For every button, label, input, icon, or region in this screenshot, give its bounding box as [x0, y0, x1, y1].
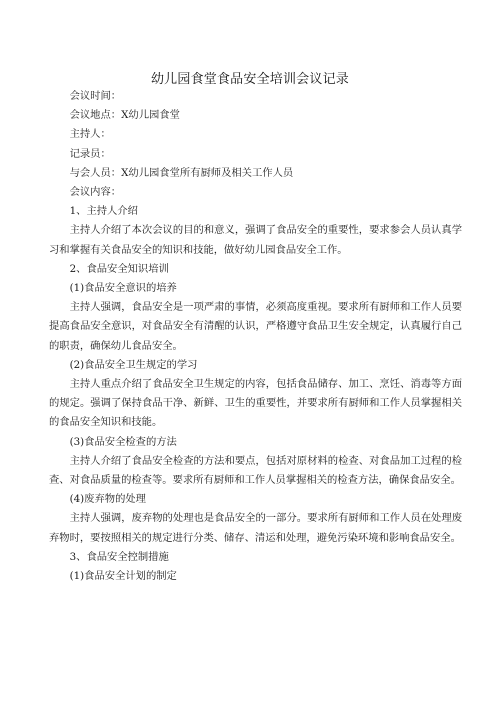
- inspection-paragraph: 主持人介绍了食品安全检查的方法和要点，包括对原材料的检查、对食品加工过程的检查、对食品质量的检查等。要求所有厨师和工作人员掌握相关的检查方法，确保食品安全。: [49, 454, 462, 487]
- subheading-inspection: (3)食品安全检查的方法: [69, 435, 177, 448]
- document-body: [49, 87, 462, 586]
- waste-paragraph: 主持人强调，废弃物的处理也是食品安全的一部分。要求所有厨师和工作人员在处理废弃物时，要按照相关的规定进行分类、储存、清运和处理，避免污染环境和影响食品安全。: [49, 512, 462, 544]
- subheading-waste: (4)废弃物的处理: [69, 493, 146, 506]
- hygiene-rules-paragraph: 主持人重点介绍了食品安全卫生规定的内容，包括食品储存、加工、烹饪、消毒等方面的规定。强调了保持食品干净、新鲜、卫生的重要性，并要求所有厨师和工作人员掌握相关的食品安全知识和技能。: [49, 378, 462, 429]
- section-heading-host-intro: 1、主持人介绍: [69, 205, 138, 218]
- attendees-line: 与会人员：X幼儿园食堂所有厨师及相关工作人员: [69, 166, 294, 179]
- document-title: 幼儿园食堂食品安全培训会议记录: [150, 72, 349, 87]
- meeting-location-line: 会议地点：X幼儿园食堂: [69, 109, 180, 122]
- subheading-awareness: (1)食品安全意识的培养: [69, 282, 177, 295]
- meeting-content-heading: 会议内容：: [69, 186, 122, 199]
- meeting-time-line: 会议时间：: [69, 90, 122, 102]
- subheading-plan: (1)食品安全计划的制定: [69, 570, 177, 583]
- host-line: 主持人：: [69, 128, 111, 141]
- host-intro-paragraph: 主持人介绍了本次会议的目的和意义，强调了食品安全的重要性，要求参会人员认真学习和掌握有关食品安全的知识和技能，做好幼儿园食品安全工作。: [49, 224, 462, 256]
- subheading-hygiene-rules: (2)食品安全卫生规定的学习: [69, 358, 198, 371]
- recorder-line: 记录员：: [69, 147, 111, 160]
- section-heading-control: 3、食品安全控制措施: [69, 550, 169, 563]
- section-heading-training: 2、食品安全知识培训: [69, 262, 169, 275]
- awareness-paragraph: 主持人强调，食品安全是一项严肃的事情，必须高度重视。要求所有厨师和工作人员要提高食品安全意识，对食品安全有清醒的认识，严格遵守食品卫生安全规定，认真履行自己的职责，确保幼儿食品安全。: [49, 301, 462, 352]
